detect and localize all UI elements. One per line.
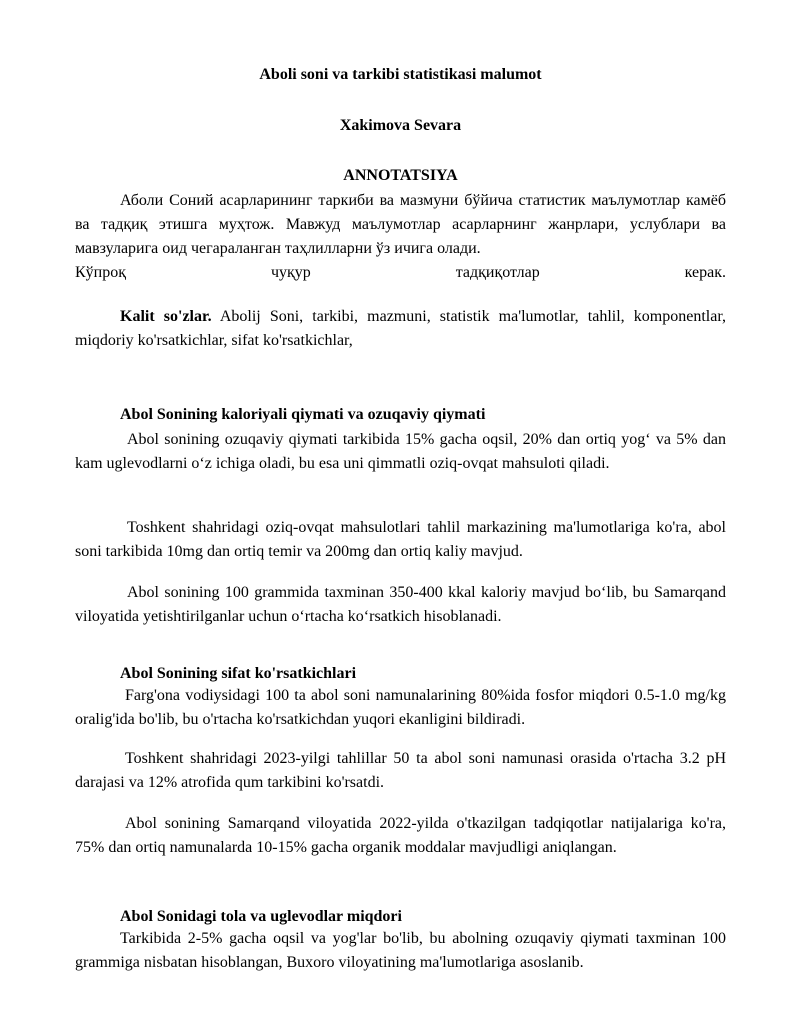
section-3 [75, 906, 726, 928]
section-heading: Abol Sonidagi tola va uglevodlar miqdori [120, 908, 402, 925]
keywords-text: Abolij Soni, tarkibi, mazmuni, statistik ma'lumotlar, tahlil, komponentlar, miqdoriy ko'rsatkichlar, sifat ko'rsatkichlar, [75, 308, 727, 349]
paragraph: Toshkent shahridagi oziq-ovqat mahsulotlari tahlil markazining ma'lumotlariga ko'ra, abol soni tarkibida 10mg dan ortiq temir va 200mg dan ortiq kaliy mavjud. [75, 519, 726, 560]
document-title: Aboli soni va tarkibi statistikasi malumot [259, 66, 542, 83]
annotation-paragraph: Аболи Соний асарларининг таркиби ва мазмуни бўйича статистик маълумотлар камёб ва тадқиқ этишга муҳтож. Мавжуд маълумотлар асарларнинг жанрлари, услублари ва мавзуларига оид чегараланган таҳлилларни ўз ичига олади. [75, 192, 726, 257]
author-name: Xakimova Sevara [339, 117, 462, 134]
paragraph: Toshkent shahridagi 2023-yilgi tahlillar 50 ta abol soni namunasi orasida o'rtacha 3.2 pH darajasi va 12% atrofida qum tarkibini ko'rsatdi. [75, 750, 726, 791]
paragraph: Abol sonining ozuqaviy qiymati tarkibida 15% gacha oqsil, 20% dan ortiq yogʻ va 5% dan kam uglevodlarni oʻz ichiga oladi, bu esa uni qimmatli oziq-ovqat mahsuloti qiladi. [75, 431, 726, 472]
section-heading: Abol Sonining sifat ko'rsatkichlari [120, 665, 357, 682]
paragraph: Abol sonining 100 grammida taxminan 350-400 kkal kaloriy mavjud boʻlib, bu Samarqand viloyatida yetishtirilganlar uchun oʻrtacha koʻrsatkich hisoblanadi. [75, 584, 726, 625]
annotation-heading: ANNOTATSIYA [343, 167, 458, 184]
section-1-paragraph-1 [75, 428, 726, 476]
section-1 [75, 404, 726, 426]
section-1-paragraph-2 [75, 516, 726, 564]
paragraph: Farg'ona vodiysidagi 100 ta abol soni namunalarining 80%ida fosfor miqdori 0.5-1.0 mg/kg oralig'ida bo'lib, bu o'rtacha ko'rsatkichdan yuqori ekanligini bildiradi. [75, 687, 726, 728]
section-2-paragraph-2 [75, 747, 726, 795]
keywords-block [75, 305, 726, 353]
annotation-block [75, 189, 726, 285]
section-3-paragraph-1 [75, 927, 726, 975]
annotation-last-line: Кўпроқ чуқур тадқиқотлар керак. [75, 264, 726, 281]
paragraph: Tarkibida 2-5% gacha oqsil va yog'lar bo'lib, bu abolning ozuqaviy qiymati taxminan 100 grammiga nisbatan hisoblangan, Buxoro viloyatining ma'lumotlariga asoslanib. [75, 930, 726, 971]
section-2 [75, 663, 726, 685]
keywords-label: Kalit so'zlar. [120, 308, 212, 325]
section-1-paragraph-3 [75, 581, 726, 629]
section-2-paragraph-1 [75, 684, 726, 732]
section-2-paragraph-3 [75, 812, 726, 860]
paragraph: Abol sonining Samarqand viloyatida 2022-yilda o'tkazilgan tadqiqotlar natijalariga ko'ra, 75% dan ortiq namunalarda 10-15% gacha organik moddalar mavjudligi aniqlangan. [75, 815, 726, 856]
section-heading: Abol Sonining kaloriyali qiymati va ozuqaviy qiymati [120, 406, 486, 423]
